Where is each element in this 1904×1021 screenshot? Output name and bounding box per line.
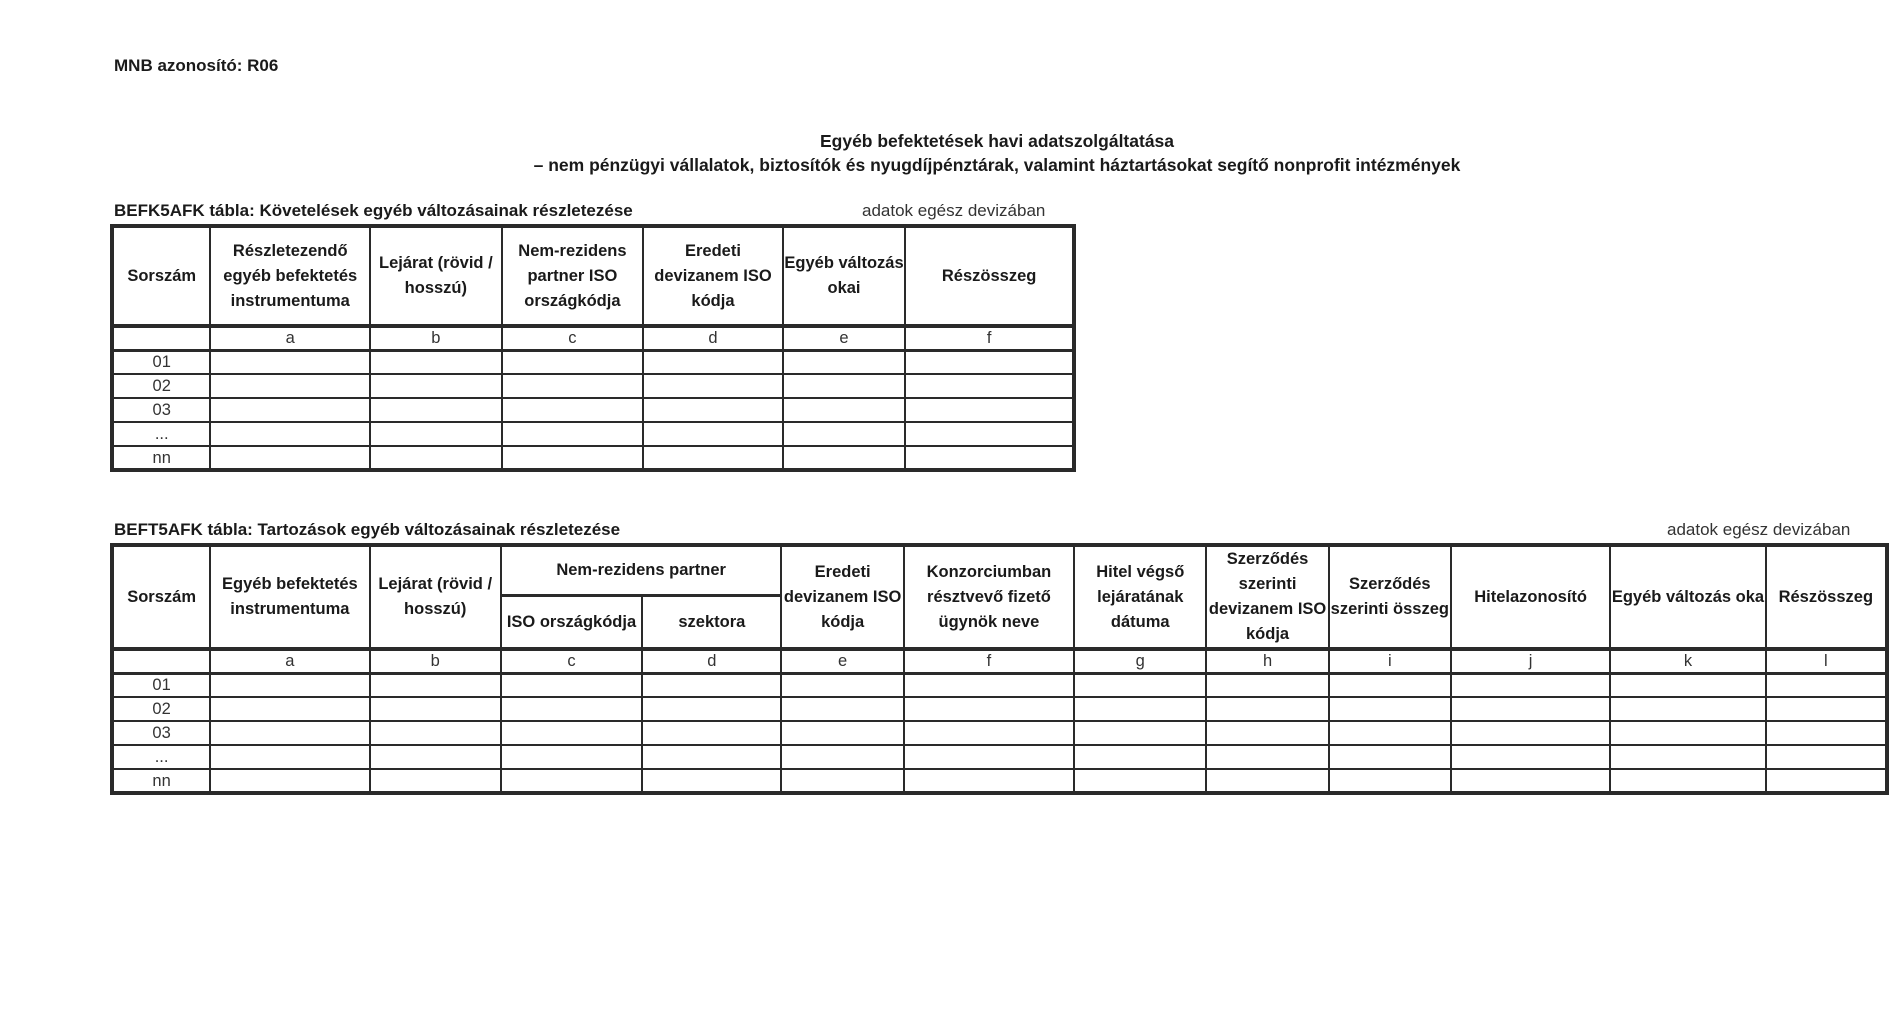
t2-letter-cell: b bbox=[370, 649, 501, 673]
t2-letter-cell bbox=[112, 649, 210, 673]
t2-input-cell[interactable] bbox=[642, 745, 781, 769]
title-line-1: Egyéb befektetések havi adatszolgáltatása bbox=[819, 131, 1175, 151]
t2-input-cell[interactable] bbox=[1074, 769, 1206, 793]
t2-input-cell[interactable] bbox=[904, 769, 1074, 793]
t2-input-cell[interactable] bbox=[781, 721, 903, 745]
t2-header-subtotal: Részösszeg bbox=[1766, 545, 1887, 649]
t2-input-cell[interactable] bbox=[210, 697, 369, 721]
t1-header-currency-iso: Eredeti devizanem ISO kódja bbox=[643, 226, 783, 326]
t2-header-sorszam: Sorszám bbox=[112, 545, 210, 649]
t1-letter-cell: a bbox=[210, 326, 370, 350]
table-row bbox=[112, 374, 1074, 398]
t1-input-cell[interactable] bbox=[643, 374, 783, 398]
t2-input-cell[interactable] bbox=[1610, 697, 1765, 721]
t1-input-cell[interactable] bbox=[643, 350, 783, 374]
t2-header-partner-group: Nem-rezidens partner bbox=[501, 545, 782, 596]
t2-input-cell[interactable] bbox=[1766, 745, 1887, 769]
t2-header-partner-iso: ISO országkódja bbox=[501, 596, 642, 649]
t1-input-cell[interactable] bbox=[502, 374, 644, 398]
t2-header-currency-iso: Eredeti devizanem ISO kódja bbox=[781, 545, 903, 649]
t2-input-cell[interactable] bbox=[642, 673, 781, 697]
mnb-identifier: MNB azonosító: R06 bbox=[114, 56, 279, 75]
t2-input-cell[interactable] bbox=[370, 721, 501, 745]
t2-input-cell[interactable] bbox=[1074, 697, 1206, 721]
t1-input-cell[interactable] bbox=[783, 374, 906, 398]
t1-input-cell[interactable] bbox=[905, 374, 1074, 398]
t2-letter-cell: f bbox=[904, 649, 1074, 673]
t2-input-cell[interactable] bbox=[1206, 769, 1328, 793]
t1-input-cell[interactable] bbox=[210, 398, 370, 422]
t2-header-partner-sector: szektora bbox=[642, 596, 781, 649]
t2-input-cell[interactable] bbox=[1451, 697, 1610, 721]
t2-input-cell[interactable] bbox=[1766, 697, 1887, 721]
t1-header-reasons: Egyéb változás okai bbox=[783, 226, 906, 326]
table-row bbox=[112, 673, 1887, 697]
t2-header-maturity-date: Hitel végső lejáratának dátuma bbox=[1074, 545, 1206, 649]
table2-unit-note: adatok egész devizában bbox=[1667, 520, 1851, 539]
t2-input-cell[interactable] bbox=[1206, 745, 1328, 769]
t2-letter-cell: g bbox=[1074, 649, 1206, 673]
t2-row-number: ... bbox=[112, 745, 210, 769]
t1-input-cell[interactable] bbox=[210, 374, 370, 398]
t2-input-cell[interactable] bbox=[642, 769, 781, 793]
t2-input-cell[interactable] bbox=[1610, 769, 1765, 793]
table1-unit-note: adatok egész devizában bbox=[862, 201, 1046, 220]
t2-input-cell[interactable] bbox=[781, 745, 903, 769]
t2-input-cell[interactable] bbox=[1329, 721, 1451, 745]
t2-input-cell[interactable] bbox=[1074, 673, 1206, 697]
table-row bbox=[112, 350, 1074, 374]
t2-input-cell[interactable] bbox=[904, 673, 1074, 697]
t1-letter-cell: b bbox=[370, 326, 502, 350]
table-row bbox=[112, 697, 1887, 721]
t1-row-number: 03 bbox=[112, 398, 210, 422]
t1-row-number: 01 bbox=[112, 350, 210, 374]
table-row bbox=[112, 721, 1887, 745]
table-row bbox=[112, 422, 1074, 446]
t1-row-number: 02 bbox=[112, 374, 210, 398]
t2-letter-cell: l bbox=[1766, 649, 1887, 673]
t1-input-cell[interactable] bbox=[502, 446, 644, 470]
t2-input-cell[interactable] bbox=[1610, 721, 1765, 745]
t1-input-cell[interactable] bbox=[783, 398, 906, 422]
t2-input-cell[interactable] bbox=[642, 697, 781, 721]
t2-input-cell[interactable] bbox=[904, 721, 1074, 745]
t1-letter-cell: f bbox=[905, 326, 1074, 350]
t2-input-cell[interactable] bbox=[642, 721, 781, 745]
t1-input-cell[interactable] bbox=[370, 350, 502, 374]
t2-letter-cell: d bbox=[642, 649, 781, 673]
t2-input-cell[interactable] bbox=[370, 673, 501, 697]
t1-input-cell[interactable] bbox=[905, 422, 1074, 446]
t1-letter-cell bbox=[112, 326, 210, 350]
t2-input-cell[interactable] bbox=[501, 673, 642, 697]
t1-input-cell[interactable] bbox=[210, 422, 370, 446]
table2-beft5afk bbox=[110, 543, 1889, 795]
t2-header-contract-amount: Szerződés szerinti összeg bbox=[1329, 545, 1451, 649]
t1-input-cell[interactable] bbox=[502, 398, 644, 422]
t1-header-partner-iso: Nem-rezidens partner ISO országkódja bbox=[502, 226, 644, 326]
t1-input-cell[interactable] bbox=[643, 422, 783, 446]
t2-input-cell[interactable] bbox=[1329, 697, 1451, 721]
t1-input-cell[interactable] bbox=[905, 446, 1074, 470]
t2-input-cell[interactable] bbox=[370, 769, 501, 793]
t2-input-cell[interactable] bbox=[1766, 721, 1887, 745]
t2-header-instrument: Egyéb befektetés instrumentuma bbox=[210, 545, 369, 649]
t1-input-cell[interactable] bbox=[370, 446, 502, 470]
t2-input-cell[interactable] bbox=[1206, 697, 1328, 721]
title-line-2: – nem pénzügyi vállalatok, biztosítók és nyugdíjpénztárak, valamint háztartásokat segítő nonprofit intézmények bbox=[533, 155, 1461, 175]
t2-input-cell[interactable] bbox=[781, 769, 903, 793]
t2-input-cell[interactable] bbox=[1329, 769, 1451, 793]
t2-input-cell[interactable] bbox=[1074, 745, 1206, 769]
t1-header-subtotal: Részösszeg bbox=[905, 226, 1074, 326]
t2-input-cell[interactable] bbox=[781, 673, 903, 697]
t2-input-cell[interactable] bbox=[501, 769, 642, 793]
t2-header-lejarat: Lejárat (rövid / hosszú) bbox=[370, 545, 501, 649]
t2-input-cell[interactable] bbox=[210, 721, 369, 745]
t2-input-cell[interactable] bbox=[501, 721, 642, 745]
t2-input-cell[interactable] bbox=[370, 697, 501, 721]
t1-input-cell[interactable] bbox=[643, 446, 783, 470]
t1-row-number: ... bbox=[112, 422, 210, 446]
t2-input-cell[interactable] bbox=[370, 745, 501, 769]
t1-letter-cell: e bbox=[783, 326, 906, 350]
t2-input-cell[interactable] bbox=[210, 769, 369, 793]
t2-header-contract-currency: Szerződés szerinti devizanem ISO kódja bbox=[1206, 545, 1328, 649]
t2-input-cell[interactable] bbox=[1451, 745, 1610, 769]
t2-input-cell[interactable] bbox=[210, 745, 369, 769]
t2-input-cell[interactable] bbox=[501, 745, 642, 769]
t2-row-number: 03 bbox=[112, 721, 210, 745]
t1-input-cell[interactable] bbox=[210, 350, 370, 374]
t2-header-loan-id: Hitelazonosító bbox=[1451, 545, 1610, 649]
t2-row-number: 02 bbox=[112, 697, 210, 721]
t2-row-number: 01 bbox=[112, 673, 210, 697]
table-row bbox=[112, 745, 1887, 769]
t2-header-reason: Egyéb változás oka bbox=[1610, 545, 1765, 649]
t1-input-cell[interactable] bbox=[905, 350, 1074, 374]
t1-input-cell[interactable] bbox=[783, 446, 906, 470]
t2-letter-cell: i bbox=[1329, 649, 1451, 673]
t1-input-cell[interactable] bbox=[370, 398, 502, 422]
t2-input-cell[interactable] bbox=[904, 697, 1074, 721]
t1-input-cell[interactable] bbox=[643, 398, 783, 422]
t1-input-cell[interactable] bbox=[783, 350, 906, 374]
t2-input-cell[interactable] bbox=[904, 745, 1074, 769]
t1-letter-cell: d bbox=[643, 326, 783, 350]
table2-caption: BEFT5AFK tábla: Tartozások egyéb változásainak részletezése bbox=[114, 520, 621, 539]
t1-letter-cell: c bbox=[502, 326, 644, 350]
t1-input-cell[interactable] bbox=[905, 398, 1074, 422]
t2-letter-cell: c bbox=[501, 649, 642, 673]
t2-input-cell[interactable] bbox=[1329, 673, 1451, 697]
t1-input-cell[interactable] bbox=[210, 446, 370, 470]
t1-header-sorszam: Sorszám bbox=[112, 226, 210, 326]
t2-input-cell[interactable] bbox=[1206, 721, 1328, 745]
table-row bbox=[112, 398, 1074, 422]
t2-input-cell[interactable] bbox=[1610, 673, 1765, 697]
t2-input-cell[interactable] bbox=[1451, 673, 1610, 697]
t2-header-agent-name: Konzorciumban résztvevő fizető ügynök neve bbox=[904, 545, 1074, 649]
t1-header-instrument: Részletezendő egyéb befektetés instrumentuma bbox=[210, 226, 370, 326]
t1-row-number: nn bbox=[112, 446, 210, 470]
document-title bbox=[0, 129, 1904, 177]
t1-header-lejarat: Lejárat (rövid / hosszú) bbox=[370, 226, 502, 326]
t1-input-cell[interactable] bbox=[370, 422, 502, 446]
table-row bbox=[112, 446, 1074, 470]
t2-letter-cell: a bbox=[210, 649, 369, 673]
t2-input-cell[interactable] bbox=[1074, 721, 1206, 745]
t2-letter-cell: j bbox=[1451, 649, 1610, 673]
t2-letter-cell: k bbox=[1610, 649, 1765, 673]
t2-input-cell[interactable] bbox=[1766, 673, 1887, 697]
t2-input-cell[interactable] bbox=[210, 673, 369, 697]
t1-input-cell[interactable] bbox=[502, 422, 644, 446]
t2-input-cell[interactable] bbox=[1206, 673, 1328, 697]
t2-row-number: nn bbox=[112, 769, 210, 793]
t2-input-cell[interactable] bbox=[781, 697, 903, 721]
t2-letter-cell: e bbox=[781, 649, 903, 673]
table-row bbox=[112, 769, 1887, 793]
t2-input-cell[interactable] bbox=[1329, 745, 1451, 769]
t2-input-cell[interactable] bbox=[1451, 769, 1610, 793]
t2-input-cell[interactable] bbox=[1451, 721, 1610, 745]
t2-input-cell[interactable] bbox=[501, 697, 642, 721]
table1-befk5afk bbox=[110, 224, 1076, 472]
table1-caption: BEFK5AFK tábla: Követelések egyéb változásainak részletezése bbox=[114, 201, 633, 220]
t1-input-cell[interactable] bbox=[370, 374, 502, 398]
t2-letter-cell: h bbox=[1206, 649, 1328, 673]
t2-input-cell[interactable] bbox=[1610, 745, 1765, 769]
t2-input-cell[interactable] bbox=[1766, 769, 1887, 793]
t1-input-cell[interactable] bbox=[783, 422, 906, 446]
t1-input-cell[interactable] bbox=[502, 350, 644, 374]
